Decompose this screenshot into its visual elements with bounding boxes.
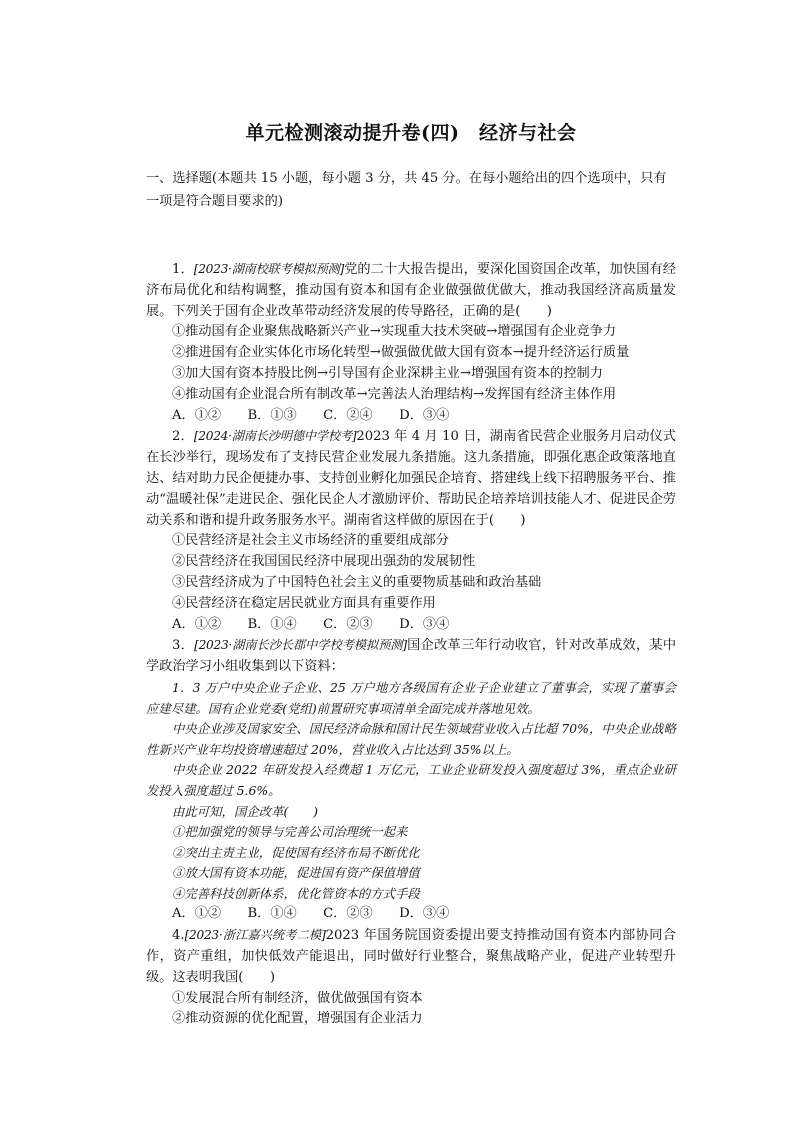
question-text: 2023 年国务院国资委提出要支持推动国有资本内部协同合作，资产重组，加快低效产能退出，同时做好行业整合，聚焦战略产业，促进产业转型升级。这表明我国( ) bbox=[146, 928, 676, 985]
question-3 bbox=[146, 635, 676, 925]
answer-choices: A．①② B．①④ C．②③ D．③④ bbox=[172, 616, 450, 632]
question-text: 2023 年 4 月 10 日，湖南省民营企业服务月启动仪式在长沙举行，现场发布了支持民营企业发展九条措施。这九条措施，即强化惠企政策落地直达、结对助力民企便捷办事、支持创业孵化加强民企培育、搭建线上线下招聘服务平台、推动“温暖社保”走进民企、强化民企人才激励评价、帮助民企培养培训技能人才、促进民企劳动关系和谐和提升政务服务水平。湖南省这样做的原因在于( ) bbox=[146, 429, 676, 528]
option-4: ④推动国有企业混合所有制改革→完善法人治理结构→发挥国有经济主体作用 bbox=[172, 386, 617, 402]
question-stem bbox=[146, 635, 676, 678]
option-1: ①把加强党的领导与完善公司治理统一起来 bbox=[172, 824, 408, 840]
question-stem bbox=[146, 925, 676, 988]
question-number: 4. bbox=[172, 928, 185, 944]
question-number: 2． bbox=[172, 429, 194, 445]
question-1 bbox=[146, 259, 676, 426]
question-lead: 由此可知，国企改革( ) bbox=[172, 803, 318, 819]
option-3: ③放大国有资本功能，促进国有资产保值增值 bbox=[172, 865, 420, 881]
question-source: [2023·湖南长沙长郡中学校考模拟预测] bbox=[194, 638, 407, 653]
option-1: ①民营经济是社会主义市场经济的重要组成部分 bbox=[172, 533, 449, 549]
question-number: 1． bbox=[172, 262, 194, 277]
option-4: ④完善科技创新体系，优化管资本的方式手段 bbox=[172, 885, 420, 901]
question-stem bbox=[146, 426, 676, 531]
option-1: ①推动国有企业聚焦战略新兴产业→实现重大技术突破→增强国有企业竞争力 bbox=[172, 324, 617, 340]
option-3: ③民营经济成为了中国特色社会主义的重要物质基础和政治基础 bbox=[172, 574, 542, 590]
question-text: 国企改革三年行动收官，针对改革成效，某中学政治学习小组收集到以下资料： bbox=[146, 638, 677, 675]
option-3: ③加大国有资本持股比例→引导国有企业深耕主业→增强国有资本的控制力 bbox=[172, 365, 603, 381]
question-stem bbox=[146, 259, 676, 322]
answer-choices: A．①② B．①③ C．②④ D．③④ bbox=[172, 407, 450, 423]
option-1: ①发展混合所有制经济，做优做强国有资本 bbox=[172, 990, 423, 1006]
question-2 bbox=[146, 426, 676, 635]
question-4 bbox=[146, 925, 676, 1030]
option-2: ②推动资源的优化配置，增强国有企业活力 bbox=[172, 1011, 423, 1027]
question-text: 党的二十大报告提出，要深化国资国企改革，加快国有经济布局优化和结构调整，推动国有资本和国有企业做强做优做大，推动我国经济高质量发展。下列关于国有企业改革带动经济发展的传导路径，正确的是( ) bbox=[146, 262, 676, 319]
material-paragraph: 中央企业 2022 年研发投入经费超 1 万亿元，工业企业研发投入强度超过 3%，重点企业研发投入强度超过 5.6%。 bbox=[146, 762, 676, 798]
question-number: 3． bbox=[172, 638, 195, 654]
section-instructions: 一、选择题(本题共 15 小题，每小题 3 分，共 45 分。在每小题给出的四个选项中，只有一项是符合题目要求的) bbox=[146, 171, 667, 209]
page-title: 单元检测滚动提升卷(四) 经济与社会 bbox=[245, 122, 577, 144]
material-paragraph: 1．3 万户中央企业子企业、25 万户地方各级国有企业子企业建立了董事会，实现了董事会应建尽建。国有企业党委(党组)前置研究事项清单全面完成并落地见效。 bbox=[146, 679, 676, 716]
option-4: ④民营经济在稳定居民就业方面具有重要作用 bbox=[172, 595, 436, 611]
question-source: [2024·湖南长沙明德中学校考] bbox=[193, 429, 357, 444]
question-source: [2023·湖南校联考模拟预测] bbox=[193, 262, 344, 276]
question-source: [2023·浙江嘉兴统考二模] bbox=[184, 928, 326, 943]
material-paragraph: 中央企业涉及国家安全、国民经济命脉和国计民生领域营业收入占比超 70%，中央企业战略性新兴产业年均投资增速超过 20%，营业收入占比达到 35%以上。 bbox=[146, 721, 676, 757]
exam-page bbox=[146, 118, 676, 1030]
answer-choices: A．①② B．①④ C．②③ D．③④ bbox=[172, 906, 450, 922]
option-2: ②推进国有企业实体化市场化转型→做强做优做大国有资本→提升经济运行质量 bbox=[172, 345, 630, 361]
option-2: ②民营经济在我国国民经济中展现出强劲的发展韧性 bbox=[172, 554, 476, 570]
option-2: ②突出主责主业，促使国有经济布局不断优化 bbox=[172, 844, 420, 860]
